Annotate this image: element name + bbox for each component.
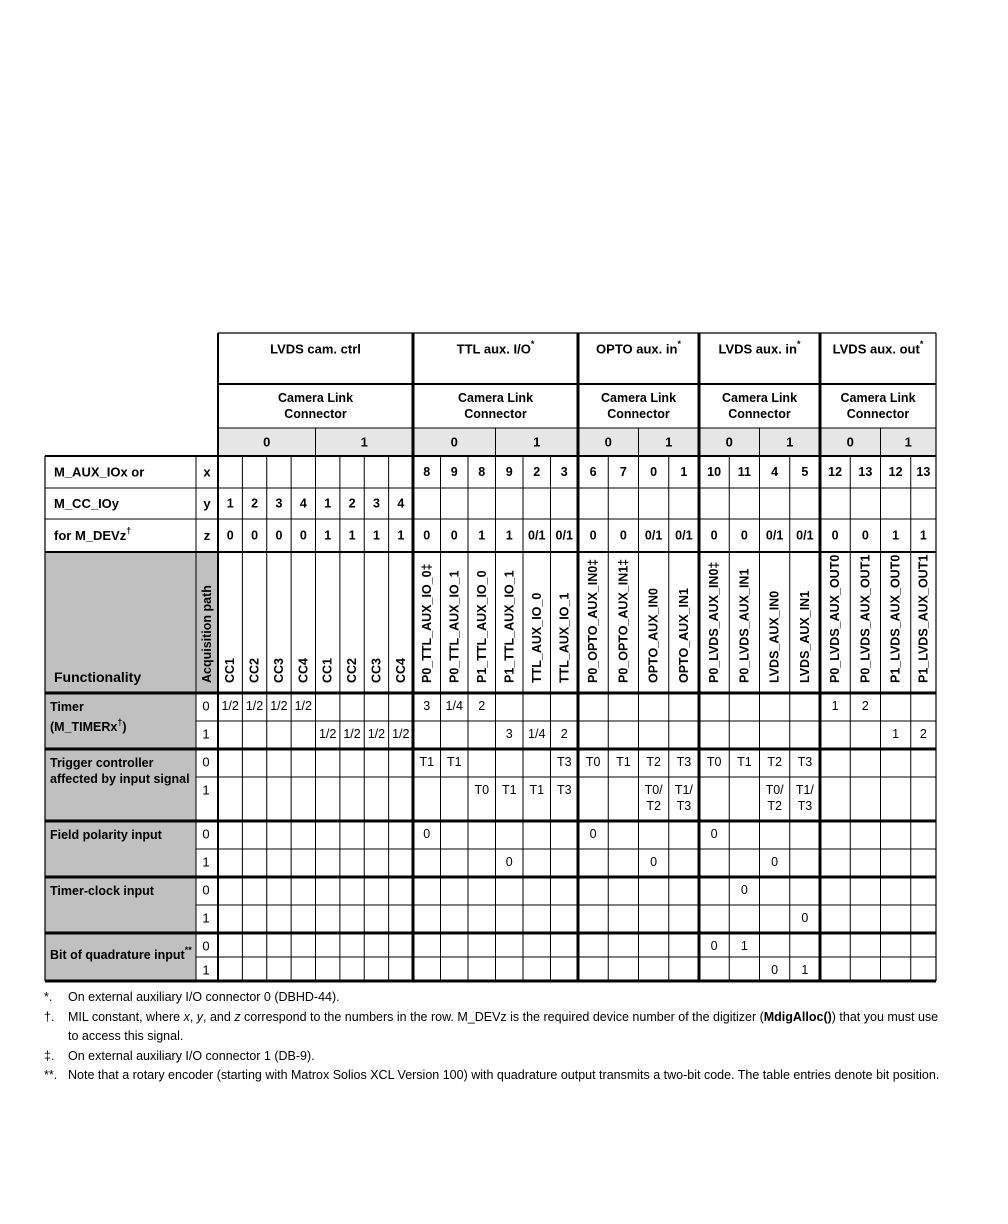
index-value: 0/1 <box>528 528 546 543</box>
connector-label: Camera Link <box>600 391 677 405</box>
table-cell-value: 1 <box>801 963 809 977</box>
signal-name: P0_LVDS_AUX_OUT1 <box>858 554 873 683</box>
table-cell-value: T3 <box>797 755 813 769</box>
table-cell-value: 1/2 <box>270 699 288 713</box>
signal-name: P1_TTL_AUX_IO_1 <box>502 570 517 683</box>
signal-name: P0_LVDS_AUX_IN1 <box>737 568 752 683</box>
connector-label: Camera Link <box>721 391 798 405</box>
footnote-var-z: z <box>234 1009 241 1024</box>
group-label: LVDS aux. out* <box>832 339 924 357</box>
section-label: Trigger controller <box>50 756 154 770</box>
table-cell-value: 1/4 <box>528 727 546 741</box>
table-cell-value: T1 <box>616 755 631 769</box>
device-number: 0 <box>604 434 612 450</box>
footnote-dagger <box>44 1008 944 1047</box>
signal-name: CC1 <box>223 657 238 683</box>
acquisition-path-value: 1 <box>202 726 210 742</box>
acquisition-path-value: 1 <box>202 782 210 798</box>
index-value: 2 <box>251 496 259 511</box>
signal-name: P0_OPTO_AUX_IN0‡ <box>586 558 601 683</box>
connector-label: Connector <box>607 407 670 421</box>
table-cell-value: T3 <box>797 799 813 813</box>
index-value: 0 <box>423 528 431 543</box>
footnote-text: , <box>189 1009 197 1024</box>
footnote-marker: ‡. <box>44 1048 55 1063</box>
footnotes <box>44 988 944 1086</box>
acquisition-path-value: 0 <box>202 938 210 954</box>
table-cell-value: 0 <box>650 855 658 869</box>
table-cell-value: 3 <box>423 699 431 713</box>
section-label-sup: † <box>117 717 123 727</box>
table-cell-value: T0/ <box>644 783 663 797</box>
signal-name: LVDS_AUX_IN1 <box>797 590 812 683</box>
signal-name: P0_LVDS_AUX_IN0‡ <box>707 561 722 683</box>
section-label: Timer <box>50 700 84 714</box>
footnote-text: , and <box>203 1009 235 1024</box>
signal-name: CC2 <box>247 657 262 683</box>
row-variable: y <box>203 496 211 511</box>
index-value: 7 <box>619 465 627 479</box>
connector-label: Connector <box>728 407 791 421</box>
index-value: 1 <box>226 496 234 511</box>
group-label: TTL aux. I/O* <box>456 339 535 357</box>
index-value: 0 <box>831 528 839 543</box>
table-cell-value: 2 <box>560 727 568 741</box>
index-value: 0 <box>450 528 458 543</box>
index-value: 1 <box>397 528 405 543</box>
table-cell-value: T1 <box>419 755 435 769</box>
table-cell-value: T1 <box>446 755 462 769</box>
table-cell-value: 2 <box>478 699 486 713</box>
row-label: for M_DEVz† <box>54 525 132 543</box>
footnote-asterisk <box>44 988 944 1008</box>
table-cell-value: 1/2 <box>221 699 239 713</box>
footnote-marker: †. <box>44 1009 55 1024</box>
table-cell-value: 0 <box>710 827 718 841</box>
index-value: 0/1 <box>675 528 693 543</box>
index-value: 0/1 <box>644 528 663 543</box>
signal-name: P0_TTL_AUX_IO_0‡ <box>419 563 434 683</box>
signal-name: LVDS_AUX_IN0 <box>767 590 782 683</box>
footnote-text: correspond to the numbers in the row. M_DEVz is the required device number of the digitizer ( <box>240 1009 764 1024</box>
footnote-marker: **. <box>44 1068 58 1082</box>
section-label: Timer-clock input <box>50 884 154 898</box>
table-cell-value: 1/2 <box>245 699 264 713</box>
table-cell-value: 0 <box>423 827 431 841</box>
table-cell-value: 0 <box>771 963 779 977</box>
index-value: 1 <box>324 528 332 543</box>
device-number: 1 <box>904 434 912 450</box>
index-value: 0 <box>226 528 234 543</box>
footnote-marker: *. <box>44 990 53 1004</box>
footnote-var-x: x <box>183 1009 190 1024</box>
index-value: 0 <box>251 528 259 543</box>
footnote-double-asterisk <box>44 1066 944 1086</box>
table-cell-value: 1 <box>740 939 748 953</box>
table-cell-value: 0 <box>589 827 597 841</box>
table-cell-value: 1 <box>831 699 839 713</box>
signal-name: P1_LVDS_AUX_OUT0 <box>888 554 903 683</box>
table-cell-value: T2 <box>767 755 782 769</box>
signal-name: P0_OPTO_AUX_IN1‡ <box>616 558 631 683</box>
group-label-sup: * <box>530 339 535 349</box>
table-cell-value: T3 <box>676 799 692 813</box>
signal-name: TTL_AUX_IO_1 <box>557 592 572 683</box>
table-cell-value: T0/ <box>765 783 784 797</box>
table-cell-value: 0 <box>505 855 513 869</box>
section-label: Bit of quadrature input** <box>50 945 192 962</box>
device-number: 1 <box>533 434 541 450</box>
index-value: 6 <box>589 465 597 479</box>
section-label: affected by input signal <box>50 772 190 786</box>
acquisition-path-value: 1 <box>202 910 210 926</box>
table-cell-value: 0 <box>710 939 718 953</box>
index-value: 3 <box>372 496 380 511</box>
footnote-double-dagger <box>44 1047 944 1067</box>
connector-label: Camera Link <box>457 391 534 405</box>
signal-name: P1_TTL_AUX_IO_0 <box>474 570 489 683</box>
index-value: 9 <box>505 465 513 479</box>
table-cell-value: T3 <box>676 755 692 769</box>
index-value: 11 <box>737 465 751 479</box>
connector-label: Camera Link <box>840 391 916 405</box>
section-label: Field polarity input <box>50 828 162 842</box>
connector-label: Camera Link <box>277 391 354 405</box>
signal-name: OPTO_AUX_IN1 <box>676 588 691 683</box>
index-value: 4 <box>771 465 779 479</box>
index-value: 0 <box>740 528 748 543</box>
signal-name: P0_TTL_AUX_IO_1 <box>447 570 462 683</box>
index-value: 4 <box>299 496 307 511</box>
index-value: 4 <box>397 496 405 511</box>
table-cell-value: T2 <box>646 755 661 769</box>
group-label-sup: * <box>796 339 801 349</box>
acquisition-path-label: Acquisition path <box>200 585 214 683</box>
connector-label: Connector <box>464 407 527 421</box>
index-value: 1 <box>892 528 900 543</box>
section-label: (M_TIMERx†) <box>50 717 127 734</box>
table-cell-value: 1/4 <box>445 699 463 713</box>
group-label: OPTO aux. in* <box>596 339 681 357</box>
acquisition-path-value: 0 <box>202 882 210 898</box>
table-cell-value: T0 <box>706 755 722 769</box>
table-cell-value: T2 <box>646 799 661 813</box>
index-value: 0 <box>299 528 307 543</box>
acquisition-path-value: 0 <box>202 826 210 842</box>
table-cell-value: T0 <box>474 783 490 797</box>
footnote-var-y: y <box>196 1009 204 1024</box>
table-cell-value: T1/ <box>795 783 814 797</box>
index-value: 1 <box>505 528 513 543</box>
footnote-text: On external auxiliary I/O connector 1 (DB-9). <box>68 1048 315 1063</box>
index-value: 8 <box>478 465 486 479</box>
device-number: 1 <box>786 434 794 450</box>
row-label: M_AUX_IOx or <box>54 464 145 480</box>
table-cell-value: 1 <box>892 727 900 741</box>
signal-name: CC2 <box>345 657 360 683</box>
device-number: 0 <box>263 434 271 450</box>
table-cell-value: 0 <box>740 883 748 897</box>
group-label-sup: * <box>677 339 681 349</box>
index-value: 12 <box>828 465 843 479</box>
row-label-sup: † <box>126 525 132 536</box>
table-cell-value: 2 <box>919 727 927 741</box>
index-value: 3 <box>275 496 283 511</box>
footnote-text: On external auxiliary I/O connector 0 (DBHD-44). <box>68 990 340 1004</box>
signal-name: P1_LVDS_AUX_OUT1 <box>916 554 931 683</box>
table-cell-value: 1/2 <box>318 727 337 741</box>
device-number: 1 <box>665 434 673 450</box>
device-number: 1 <box>360 434 368 450</box>
index-value: 0 <box>275 528 283 543</box>
index-value: 1 <box>348 528 356 543</box>
acquisition-path-value: 0 <box>202 754 210 770</box>
index-value: 5 <box>801 465 809 479</box>
row-variable: z <box>203 528 211 543</box>
signal-name: P0_LVDS_AUX_OUT0 <box>828 554 843 683</box>
index-value: 0/1 <box>765 528 784 543</box>
table-cell-value: 1/2 <box>392 727 410 741</box>
index-value: 0 <box>589 528 597 543</box>
index-value: 8 <box>423 465 431 479</box>
index-value: 3 <box>560 465 568 479</box>
group-label-sup: * <box>919 339 924 349</box>
footnote-text: MIL constant, where <box>68 1009 184 1024</box>
group-label: LVDS cam. ctrl <box>270 341 361 357</box>
device-number: 0 <box>450 434 458 450</box>
index-value: 2 <box>533 465 541 479</box>
signal-name: CC4 <box>393 657 408 683</box>
footnote-text: Note that a rotary encoder (starting with Matrox Solios XCL Version 100) with quadrature output transmits a two-bit code. The table entries denote bit position. <box>68 1068 940 1082</box>
connector-label: Connector <box>846 407 910 421</box>
table-cell-value: 3 <box>505 727 513 741</box>
acquisition-path-value: 0 <box>202 698 210 714</box>
index-value: 0 <box>861 528 869 543</box>
index-value: 0 <box>650 465 658 479</box>
index-value: 1 <box>324 496 332 511</box>
table-cell-value: T1 <box>529 783 545 797</box>
index-value: 13 <box>858 465 873 479</box>
table-cell-value: 2 <box>861 699 869 713</box>
signal-name: CC4 <box>296 657 311 683</box>
table-cell-value: T1 <box>501 783 517 797</box>
index-value: 1 <box>919 528 927 543</box>
section-label-end: ) <box>122 720 127 734</box>
table-cell-value: 1/2 <box>294 699 313 713</box>
functionality-label: Functionality <box>54 669 142 685</box>
signal-name: CC3 <box>369 657 384 683</box>
index-value: 10 <box>707 465 722 479</box>
signal-name: OPTO_AUX_IN0 <box>646 588 661 683</box>
section-label-sup: ** <box>184 945 192 955</box>
row-variable: x <box>203 464 211 480</box>
index-value: 2 <box>348 496 356 511</box>
table-cell-value: T1 <box>737 755 752 769</box>
table-cell-value: T1/ <box>674 783 693 797</box>
device-number: 0 <box>846 434 854 450</box>
table-cell-value: T3 <box>556 783 572 797</box>
table-cell-value: T2 <box>767 799 782 813</box>
index-value: 1 <box>478 528 486 543</box>
acquisition-path-value: 1 <box>202 854 210 870</box>
function-name: MdigAlloc() <box>763 1009 832 1024</box>
connector-label: Connector <box>284 407 347 421</box>
index-value: 13 <box>916 465 931 479</box>
table-cell-value: 1/2 <box>367 727 386 741</box>
index-value: 0/1 <box>796 528 814 543</box>
index-value: 0/1 <box>555 528 573 543</box>
table-cell-value: 0 <box>801 911 809 925</box>
row-label: M_CC_IOy <box>54 496 120 511</box>
index-value: 0 <box>710 528 718 543</box>
signal-name: CC3 <box>271 657 286 683</box>
signal-name: CC1 <box>320 657 335 683</box>
signal-name: TTL_AUX_IO_0 <box>529 592 544 683</box>
footnote-text: ) that you must use to access this signal. <box>68 1009 939 1043</box>
table-cell-value: T3 <box>556 755 572 769</box>
index-value: 1 <box>680 465 688 479</box>
group-label: LVDS aux. in* <box>718 339 801 357</box>
device-number: 0 <box>725 434 733 450</box>
acquisition-path-value: 1 <box>202 962 210 978</box>
table-cell-value: T0 <box>585 755 601 769</box>
index-value: 0 <box>619 528 627 543</box>
index-value: 9 <box>450 465 458 479</box>
table-cell-value: 0 <box>771 855 779 869</box>
index-value: 1 <box>372 528 380 543</box>
table-cell-value: 1/2 <box>343 727 361 741</box>
index-value: 12 <box>888 465 903 479</box>
